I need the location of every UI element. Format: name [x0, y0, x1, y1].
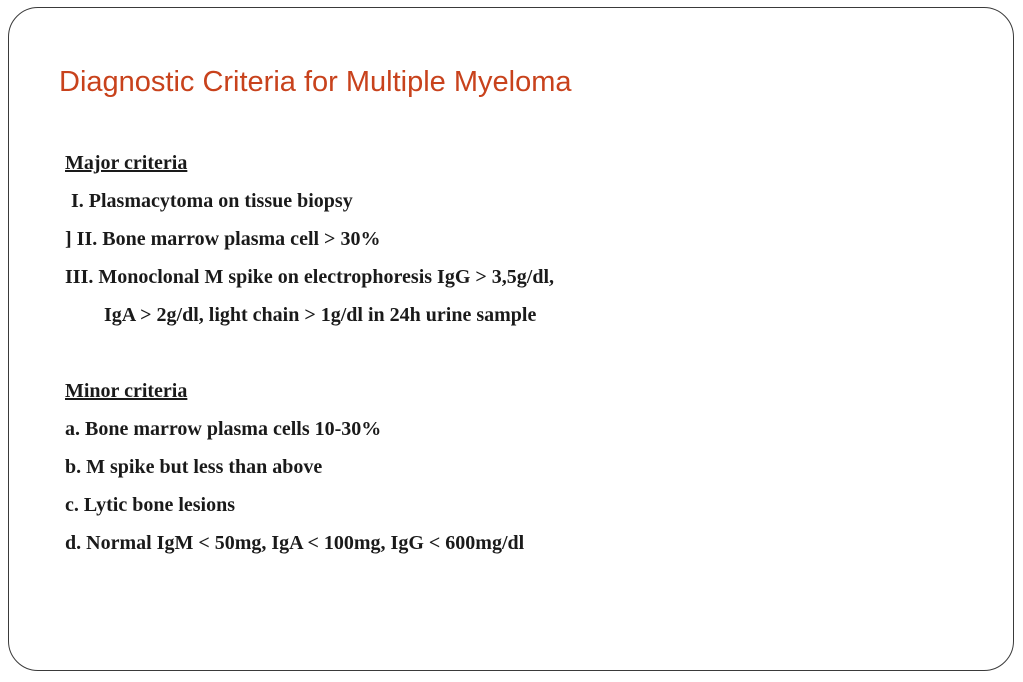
- criteria-body: [65, 144, 554, 562]
- minor-criteria-item: d. Normal IgM < 50mg, IgA < 100mg, IgG < 600mg/dl: [65, 532, 525, 554]
- major-criteria-heading: Major criteria: [65, 152, 188, 174]
- major-criteria-item: I. Plasmacytoma on tissue biopsy: [71, 190, 353, 212]
- section-spacer: [65, 334, 554, 372]
- major-criteria-item: III. Monoclonal M spike on electrophoresis IgG > 3,5g/dl,: [65, 266, 555, 288]
- minor-criteria-item: b. M spike but less than above: [65, 456, 323, 478]
- slide-frame: [8, 7, 1014, 671]
- minor-criteria-heading: Minor criteria: [65, 380, 188, 402]
- major-criteria-item: ] II. Bone marrow plasma cell > 30%: [65, 228, 381, 250]
- slide-title: Diagnostic Criteria for Multiple Myeloma: [59, 66, 572, 98]
- major-criteria-item-continuation: IgA > 2g/dl, light chain > 1g/dl in 24h urine sample: [104, 304, 537, 326]
- minor-criteria-item: a. Bone marrow plasma cells 10-30%: [65, 418, 382, 440]
- minor-criteria-item: c. Lytic bone lesions: [65, 494, 236, 516]
